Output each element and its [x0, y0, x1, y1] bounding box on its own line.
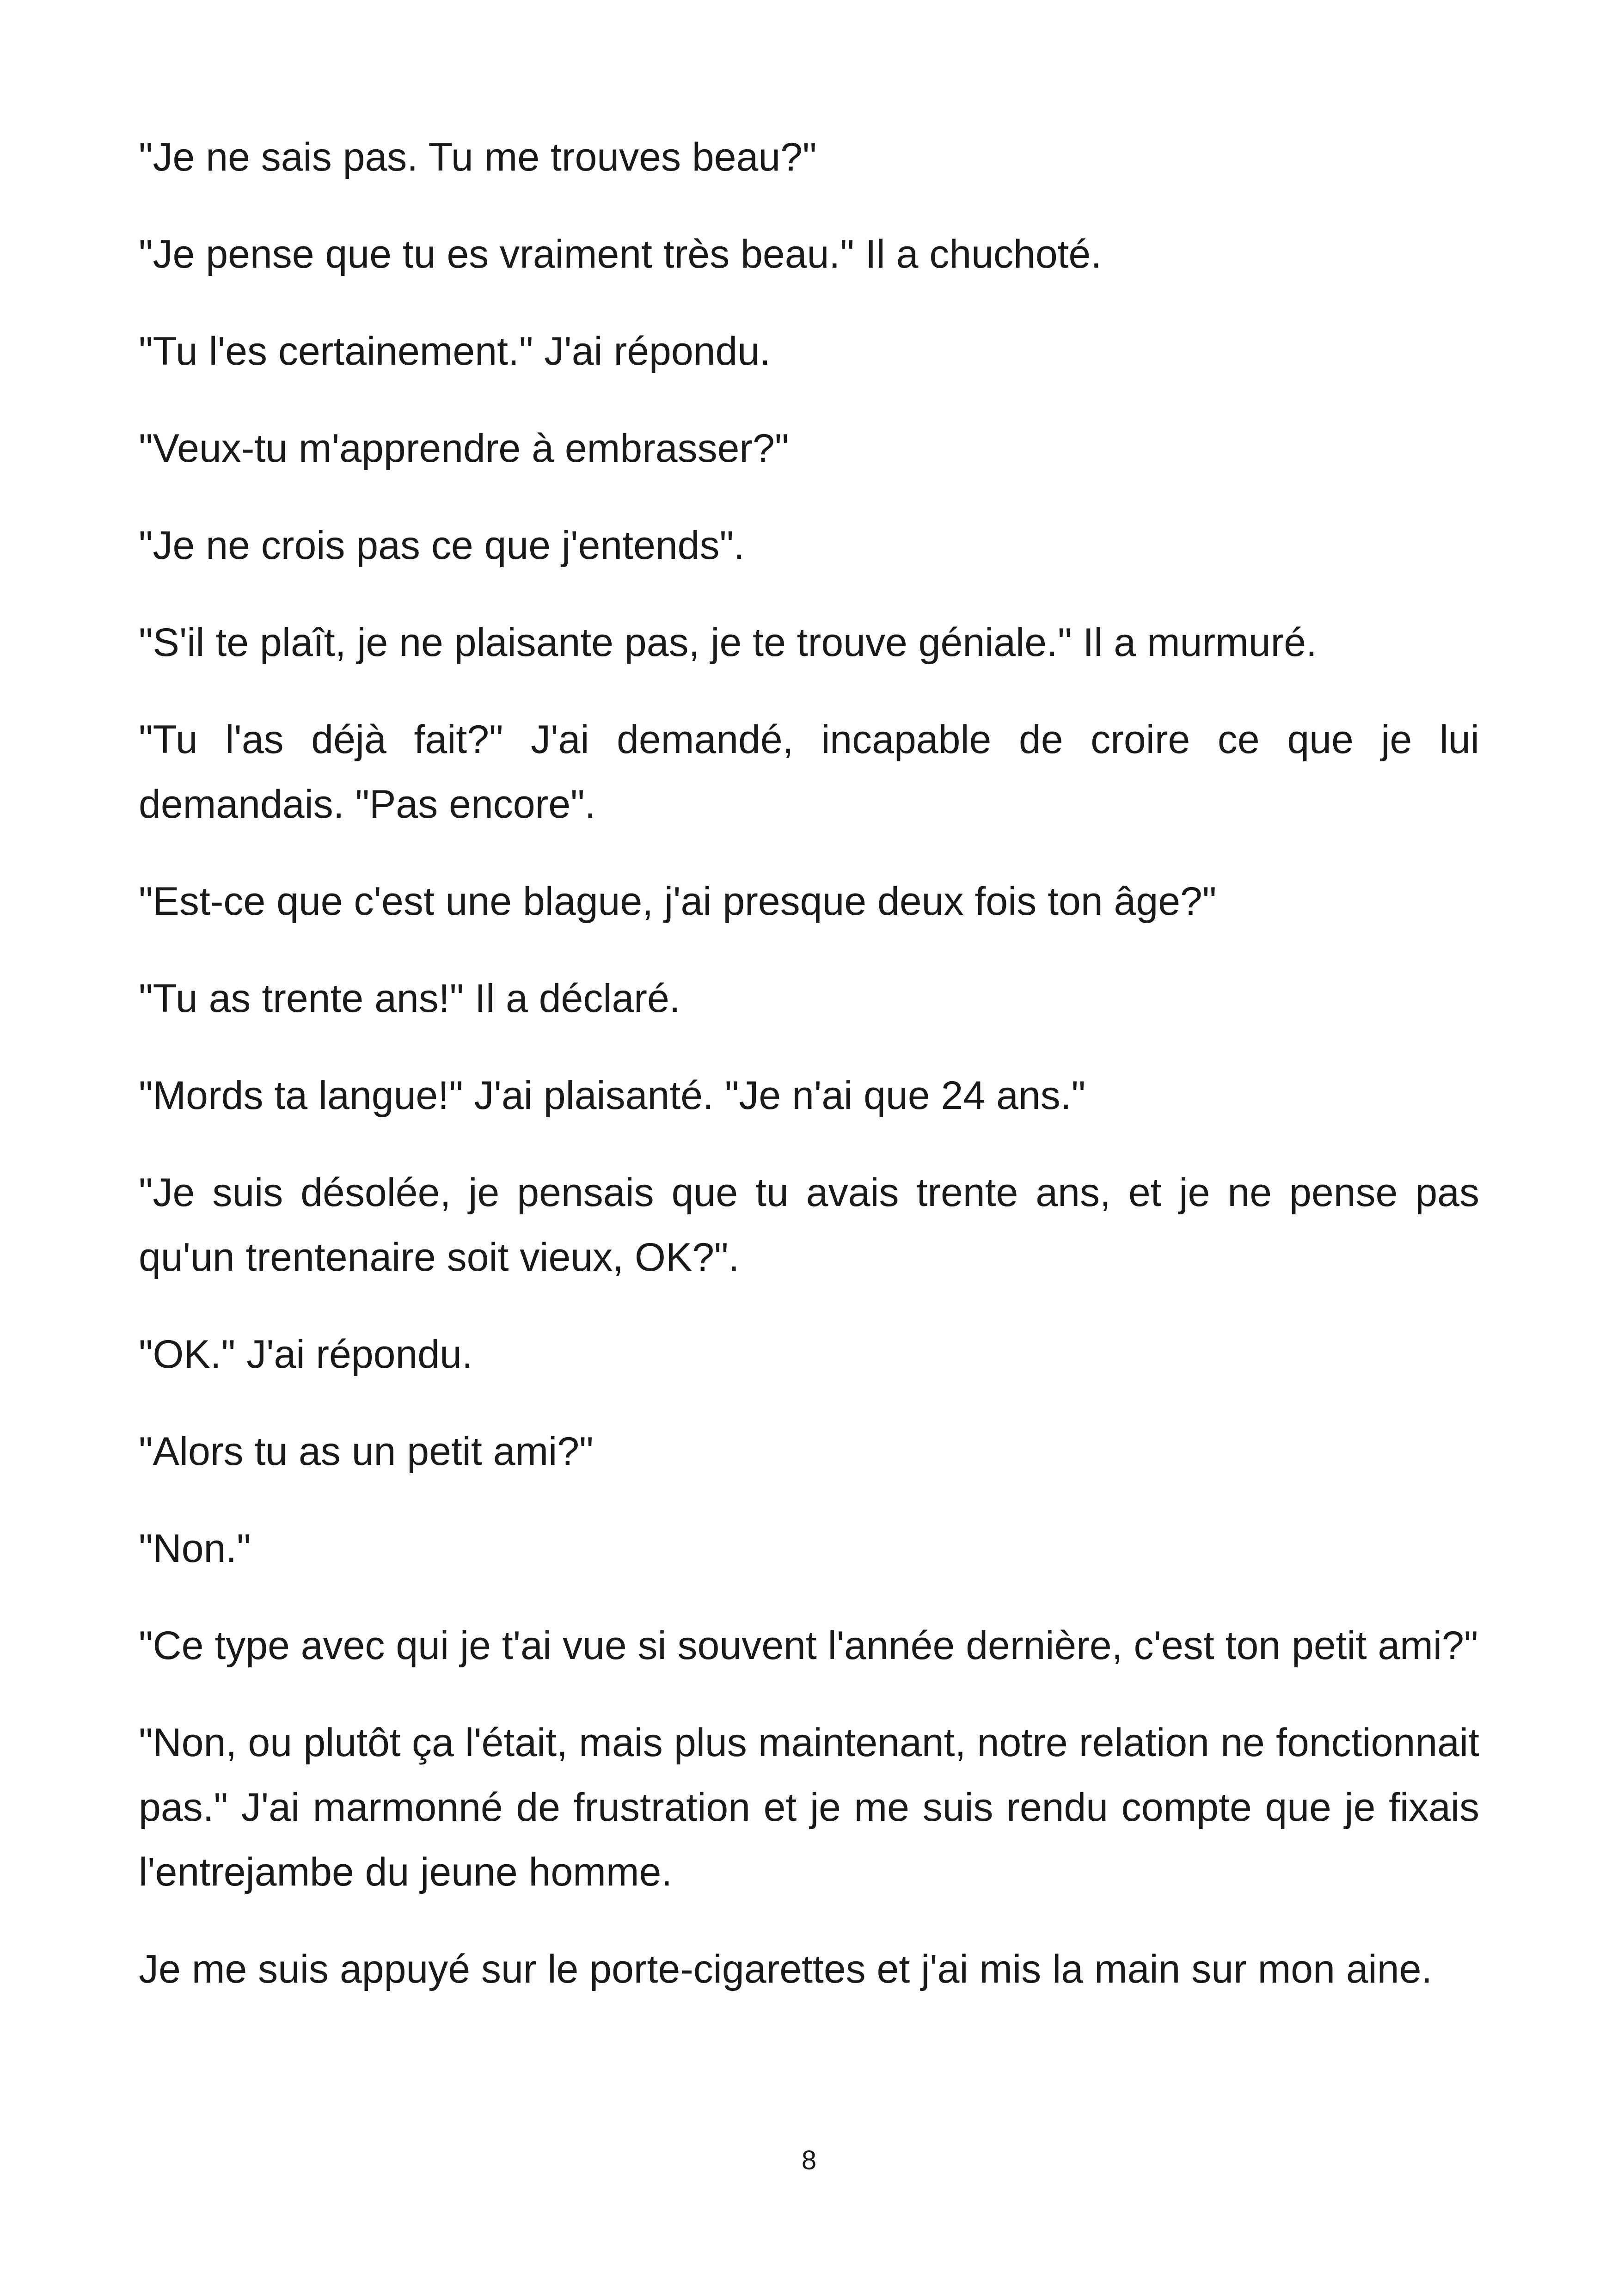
page-number: 8 [801, 2145, 817, 2175]
paragraph-15: "Ce type avec qui je t'ai vue si souvent l'année dernière, c'est ton petit ami?" [139, 1623, 1478, 1668]
paragraph-6: "S'il te plaît, je ne plaisante pas, je te trouve géniale." Il a murmuré. [139, 620, 1317, 665]
paragraph-17: Je me suis appuyé sur le porte-cigarettes et j'ai mis la main sur mon aine. [139, 1947, 1433, 1991]
paragraph-12: "OK." J'ai répondu. [139, 1332, 473, 1377]
paragraph-5: "Je ne crois pas ce que j'entends". [139, 523, 745, 568]
paragraph-3: "Tu l'es certainement." J'ai répondu. [139, 329, 771, 373]
body-text [139, 125, 1479, 2002]
paragraph-9: "Tu as trente ans!" Il a déclaré. [139, 976, 680, 1021]
paragraph-8: "Est-ce que c'est une blague, j'ai presque deux fois ton âge?" [139, 879, 1217, 924]
paragraph-2: "Je pense que tu es vraiment très beau." Il a chuchoté. [139, 232, 1102, 276]
paragraph-11: "Je suis désolée, je pensais que tu avais trente ans, et je ne pense pas qu'un trentenaire soit vieux, OK?". [139, 1170, 1479, 1280]
paragraph-14: "Non." [139, 1526, 251, 1571]
paragraph-10: "Mords ta langue!" J'ai plaisanté. "Je n'ai que 24 ans." [139, 1073, 1086, 1118]
paragraph-1: "Je ne sais pas. Tu me trouves beau?" [139, 135, 817, 179]
paragraph-13: "Alors tu as un petit ami?" [139, 1429, 594, 1474]
paragraph-4: "Veux-tu m'apprendre à embrasser?" [139, 426, 789, 471]
paragraph-16: "Non, ou plutôt ça l'était, mais plus maintenant, notre relation ne fonctionnait pas." J'ai marmonné de frustration et je me suis rendu compte que je fixais l'entrejambe du jeune homme. [139, 1720, 1479, 1894]
paragraph-7: "Tu l'as déjà fait?" J'ai demandé, incapable de croire ce que je lui demandais. "Pas encore". [139, 717, 1479, 827]
